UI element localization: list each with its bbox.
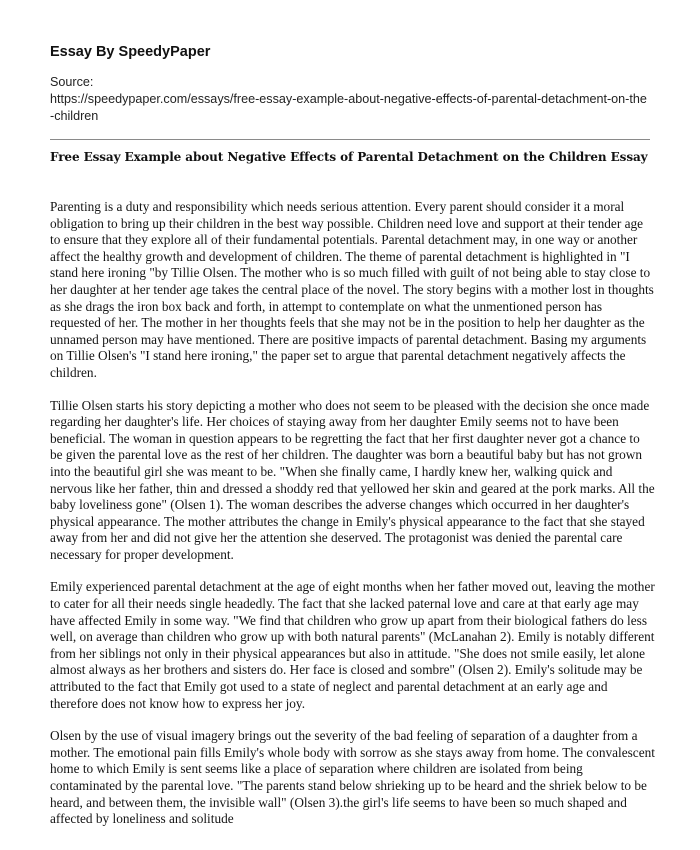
essay-paragraph: Tillie Olsen starts his story depicting a mother who does not seem to be pleased with the decision she once made regarding her daughter's life. Her choices of staying away from her daughter Emily seems not to have been beneficial. The woman in question appears to be regretting the fact that her first daughter never got a chance to be given the parental love as the rest of her children. The daughter was born a beautiful baby but has not grown into the beautiful girl she was meant to be. "When she finally came, I hardly knew her, walking quick and nervous like her father, thin and dressed a shoddy red that yellowed her skin and geared at the pork marks. All the baby loveliness gone" (Olsen 1). The woman describes the adverse changes which occurred in her daughter's physical appearance. The mother attributes the change in Emily's physical appearance to the fact that she stayed away from her and did not give her the attention she deserved. The protagonist was denied the parental care necessary for proper development.: [50, 397, 655, 562]
essay-title: Free Essay Example about Negative Effects of Parental Detachment on the Children Essay: [50, 150, 648, 164]
source-block: [50, 74, 650, 125]
source-url-link[interactable]: https://speedypaper.com/essays/free-essay-example-about-negative-effects-of-parental-detachment-on-the-children: [50, 92, 647, 123]
essay-paragraph: Olsen by the use of visual imagery brings out the severity of the bad feeling of separation of a daughter from a mother. The emotional pain fills Emily's whole body with sorrow as she stays away from home. The convalescent home to which Emily is sent seems like a place of separation where children are isolated from being contaminated by the parental love. "The parents stand below shrieking up to be heard and the shriek below to be heard, and between them, the invisible wall" (Olsen 3).the girl's life seems to have been so much shaped and affected by loneliness and solitude: [50, 728, 655, 827]
essay-paragraph: Emily experienced parental detachment at the age of eight months when her father moved out, leaving the mother to cater for all their needs single headedly. The fact that she lacked paternal love and care at that early age may have affected Emily in some way. "We find that children who grow up apart from their biological fathers do less well, on average than children who grow up with both natural parents" (McLanahan 2). Emily is notably different from her siblings not only in their physical appearances but also in attitude. "She does not smile easily, let alone almost always as her brothers and sisters do. Her face is closed and sombre" (Olsen 2). Emily's solitude may be attributed to the fact that Emily got used to a state of neglect and parental detachment at an early age and therefore does not know how to express her joy.: [50, 579, 655, 711]
document-header-title: Essay By SpeedyPaper: [50, 44, 211, 60]
essay-body: [50, 199, 655, 844]
header-divider: [50, 139, 650, 140]
essay-paragraph: Parenting is a duty and responsibility which needs serious attention. Every parent should consider it a moral obligation to bring up their children in the best way possible. Children need love and support at their tender age to ensure that they explore all of their fundamental potentials. Parental detachment may, in one way or another affect the healthy growth and development of children. The theme of parental detachment is highlighted in "I stand here ironing "by Tillie Olsen. The mother who is so much filled with guilt of not being able to stay close to her daughter at her tender age takes the central place of the novel. The story begins with a mother lost in thoughts as she drags the iron box back and forth, in attempt to contemplate on what the unmentioned person has requested of her. The mother in her thoughts feels that she may not be in the position to help her daughter as the unnamed person may have mentioned. There are positive impacts of parental detachment. Basing my arguments on Tillie Olsen's "I stand here ironing," the paper set to argue that parental detachment negatively affects the children.: [50, 199, 654, 380]
source-label: Source:: [50, 75, 94, 89]
